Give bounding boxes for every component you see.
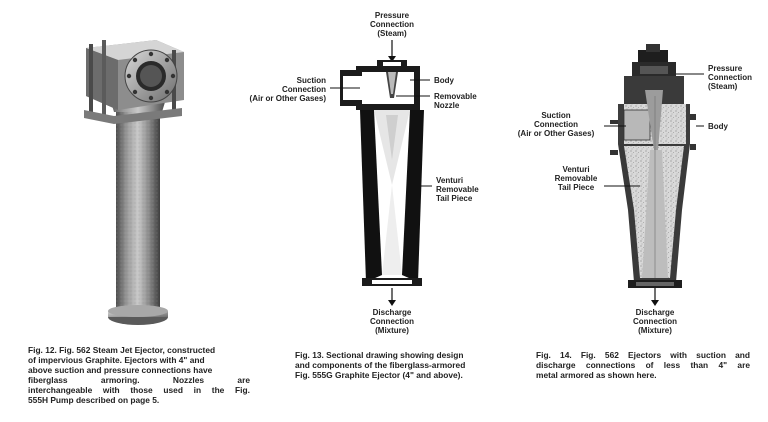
label-line: Discharge: [372, 308, 412, 317]
fig14-label-discharge: [625, 308, 685, 335]
caption-word: in: [193, 385, 202, 395]
label-line: (Mixture): [638, 326, 672, 335]
label-line: Body: [434, 76, 454, 85]
label-line: Connection: [370, 317, 414, 326]
label-line: Connection: [282, 85, 326, 94]
label-line: Connection: [370, 20, 414, 29]
fig12-caption-line: of impervious Graphite. Ejectors with 4" and: [28, 355, 205, 365]
caption-word: than: [690, 360, 709, 370]
label-line: (Steam): [708, 82, 738, 91]
label-line: Tail Piece: [436, 194, 473, 203]
label-line: Venturi: [562, 165, 590, 174]
caption-word: 562: [604, 350, 619, 360]
label-line: Suction: [296, 76, 326, 85]
caption-word: Fig.: [580, 350, 596, 360]
caption-word: interchangeable: [28, 385, 93, 395]
label-line: Discharge: [635, 308, 675, 317]
caption-word: 4": [718, 360, 728, 370]
label-line: Pressure: [374, 11, 410, 20]
label-line: Connection: [534, 120, 578, 129]
caption-word: less: [663, 360, 681, 370]
fig14-caption-line: metal armored as shown here.: [536, 370, 657, 380]
caption-word: are: [737, 360, 750, 370]
caption-word: Fig.: [235, 385, 250, 395]
label-line: (Steam): [377, 29, 407, 38]
caption-word: discharge: [536, 360, 576, 370]
fig14-label-suction: [508, 111, 604, 138]
label-line: Pressure: [708, 64, 743, 73]
caption-word: Ejectors: [628, 350, 662, 360]
label-line: Venturi: [436, 176, 464, 185]
caption-word: fiberglass: [28, 375, 68, 385]
label-line: Removable: [434, 92, 477, 101]
caption-word: those: [130, 385, 153, 395]
label-line: Suction: [541, 111, 571, 120]
fig12-caption-line: Fig. 12. Fig. 562 Steam Jet Ejector, constructed: [28, 345, 216, 355]
fig14-label-body: [708, 122, 728, 131]
caption-word: connections: [585, 360, 636, 370]
caption-word: of: [645, 360, 654, 370]
fig13-caption-line: Fig. 13. Sectional drawing showing design: [295, 350, 464, 360]
caption-word: and: [735, 350, 750, 360]
label-line: (Air or Other Gases): [249, 94, 326, 103]
label-line: Body: [708, 122, 728, 131]
caption-word: Fig.: [536, 350, 551, 360]
label-line: Removable: [554, 174, 598, 183]
caption-word: used: [163, 385, 183, 395]
caption-word: suction: [696, 350, 726, 360]
fig13-caption-line: and components of the fiberglass-armored: [295, 360, 466, 370]
caption-word: are: [237, 375, 250, 385]
fig12-caption-line: above suction and pressure connections have: [28, 365, 213, 375]
fig14-label-pressure: [708, 64, 752, 91]
label-line: (Mixture): [375, 326, 409, 335]
caption-word: Nozzles: [172, 375, 205, 385]
label-line: Connection: [708, 73, 752, 82]
caption-word: 14.: [560, 350, 572, 360]
fig14-caption-line: [536, 350, 750, 360]
fig14-caption: [536, 350, 750, 380]
label-line: Connection: [633, 317, 677, 326]
label-line: (Air or Other Gases): [517, 129, 595, 138]
fig13-caption-line: Fig. 555G Graphite Ejector (4" and above).: [295, 370, 463, 380]
fig14-caption-line: [536, 360, 750, 370]
caption-word: the: [211, 385, 225, 395]
label-line: Removable: [436, 185, 479, 194]
caption-word: with: [670, 350, 688, 360]
label-line: Nozzle: [434, 101, 460, 110]
fig12-caption-line: 555H Pump described on page 5.: [28, 395, 160, 405]
fig14-label-venturi: [552, 165, 600, 192]
label-line: Tail Piece: [557, 183, 595, 192]
caption-word: with: [102, 385, 120, 395]
caption-word: armoring.: [100, 375, 140, 385]
